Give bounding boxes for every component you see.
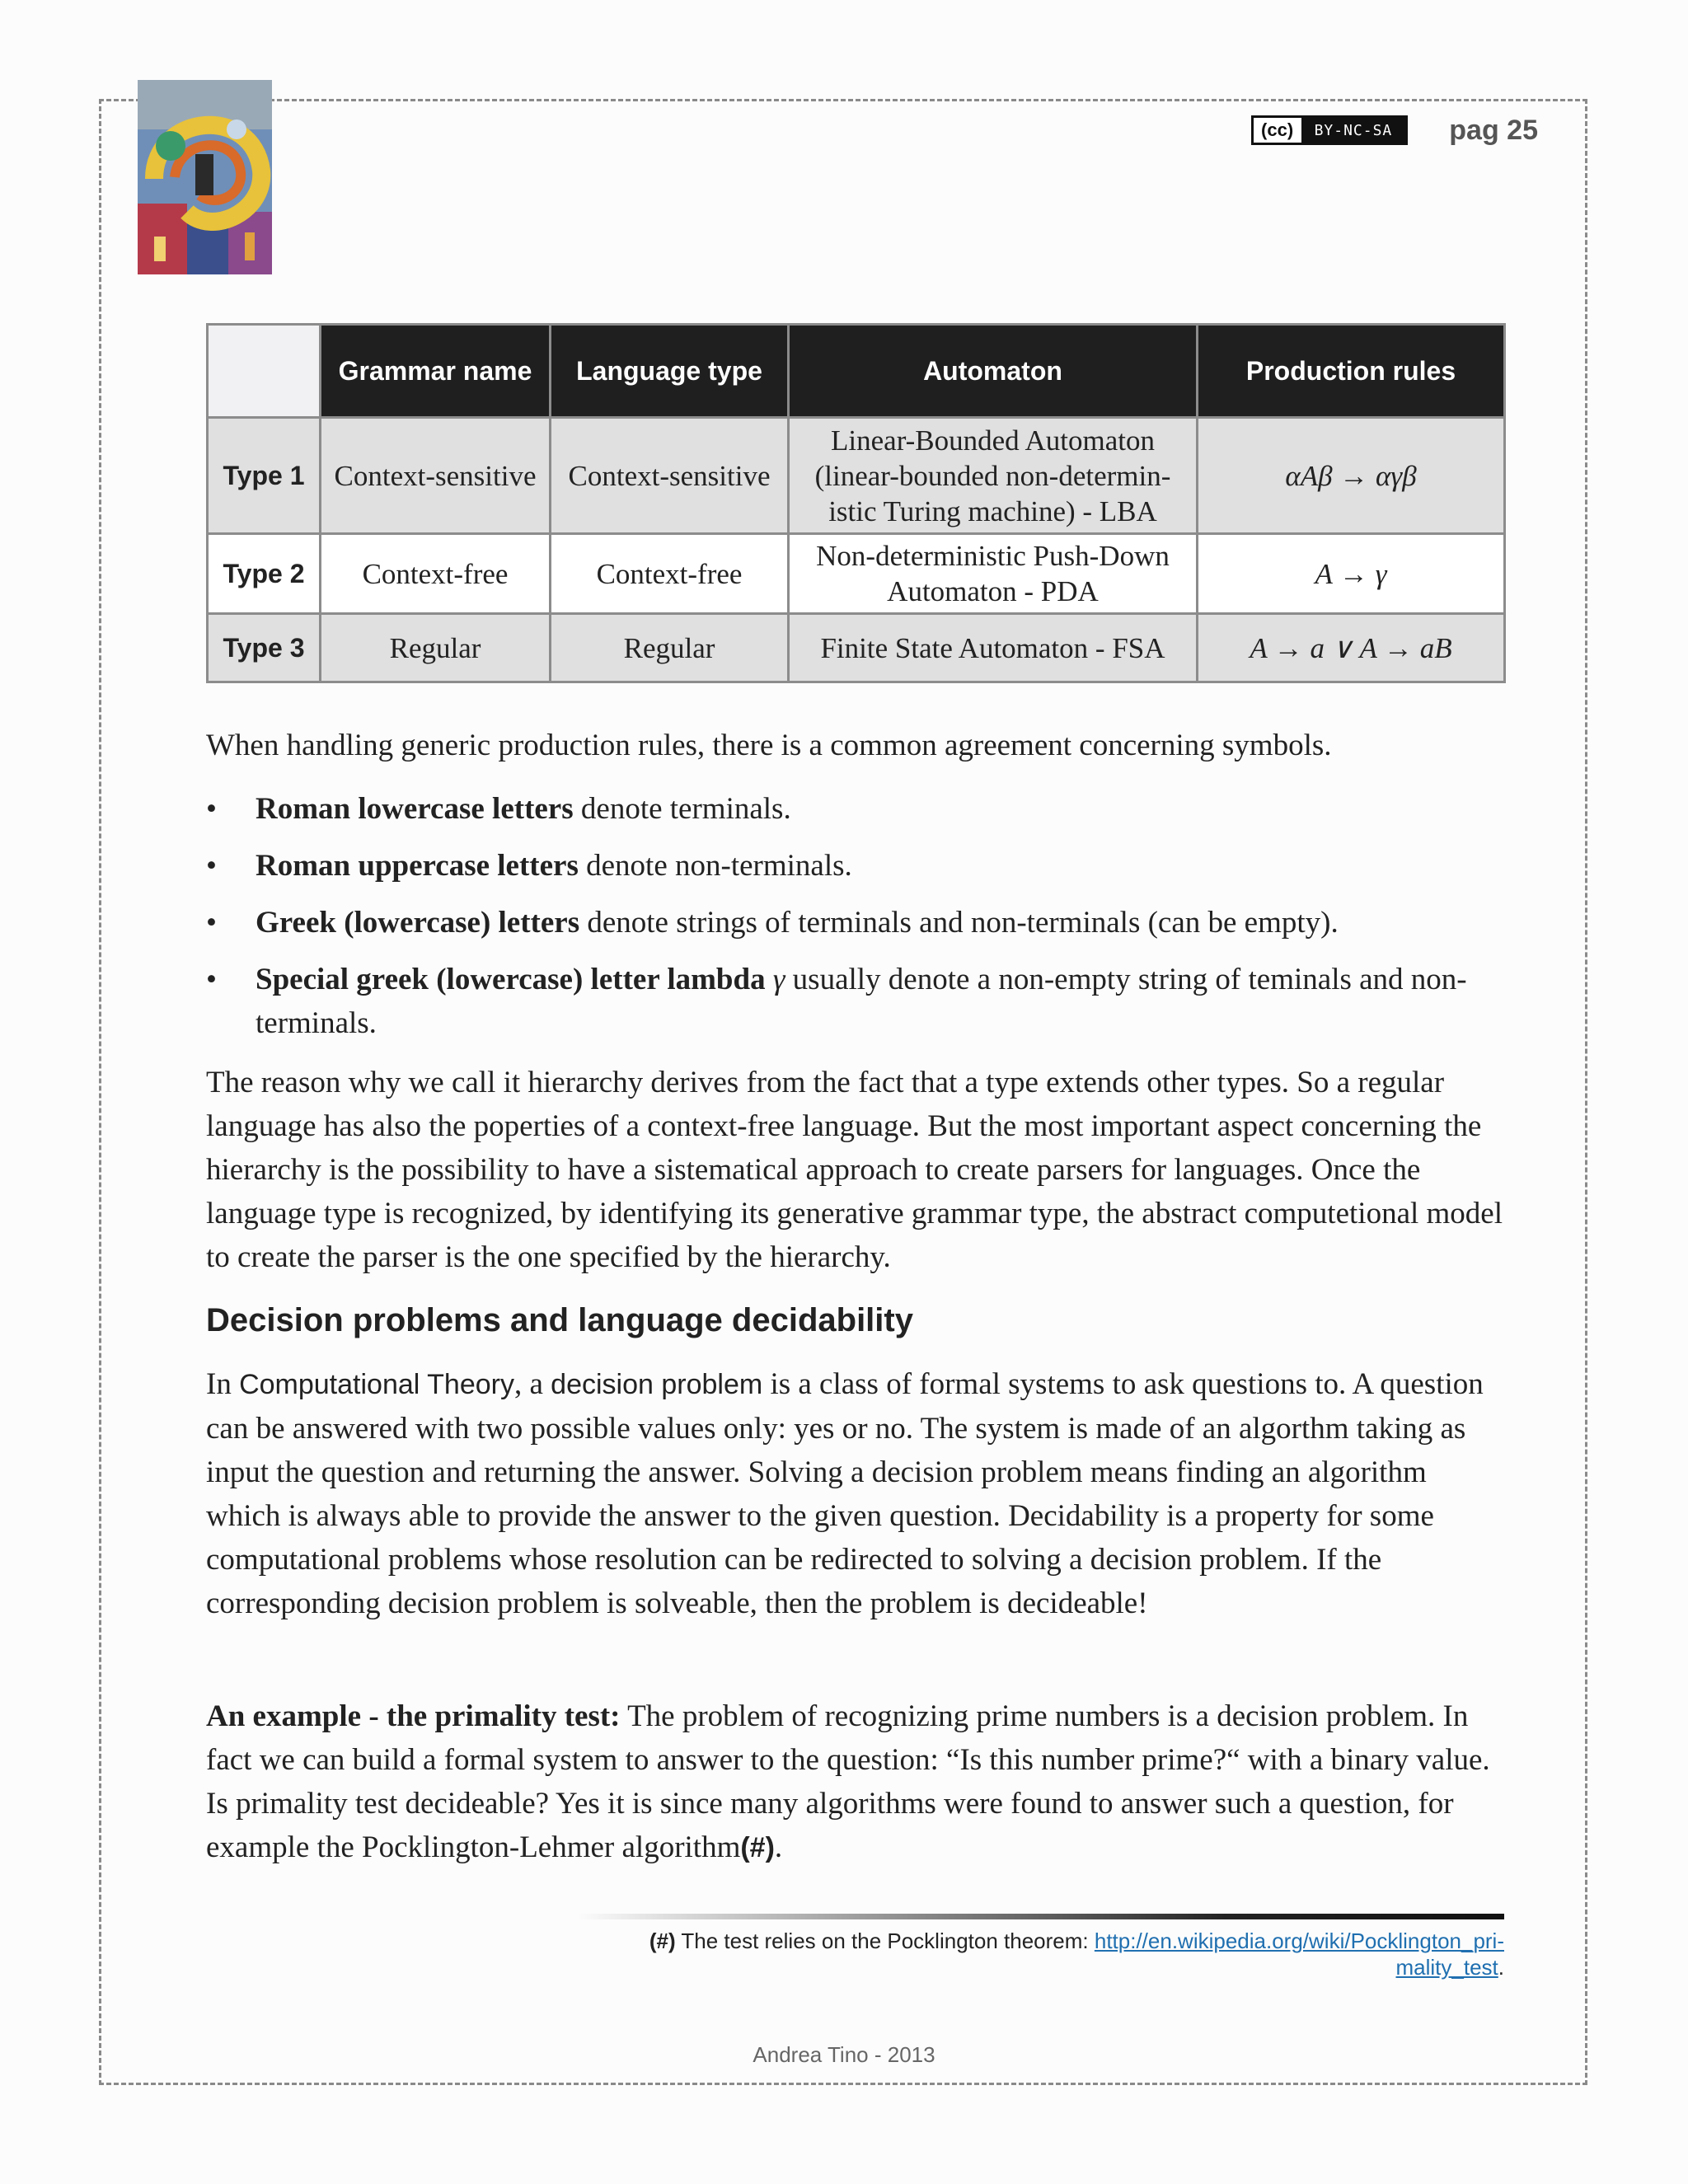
footnote-link-continued[interactable]: mality_test: [1395, 1955, 1498, 1980]
footnote-text: The test relies on the Pocklington theorem:: [675, 1929, 1095, 1953]
production-rule-cell: A → a ∨ A → aB: [1198, 614, 1505, 682]
bullet-icon: •: [206, 849, 217, 883]
column-header: Language type: [551, 325, 789, 418]
bullet-icon: •: [206, 963, 217, 996]
primality-example-paragraph: [206, 1694, 1508, 1870]
page-footer-author: Andrea Tino - 2013: [753, 2042, 935, 2067]
footnote: [569, 1928, 1504, 1980]
text-run: is a class of formal systems to ask questions to. A question can be answered with two possible values only: yes or no. The system is made of an algorthm taking as input the question and returning the answer. Solving a decision problem means finding an algorithm which is always able to provide the answer to the given question. Decidability is a property for some computational problems whose resolution can be redirected to solving a decision problem. If the corresponding decision problem is solveable, then the problem is decideable!: [206, 1367, 1484, 1620]
footnote-mark: (#): [649, 1929, 676, 1953]
automaton-line: Non-deterministic Push-Down: [816, 540, 1170, 572]
gamma-symbol: γ: [772, 963, 785, 996]
list-item-text: denote strings of terminals and non-terminals (can be empty).: [579, 906, 1339, 940]
example-label: An example - the primality test:: [206, 1699, 621, 1733]
list-item-text: usually denote a non-empty string of teminals and non-terminals.: [256, 963, 1467, 1040]
list-item-bold: Roman uppercase letters: [256, 849, 579, 883]
automaton-cell: [789, 534, 1198, 614]
creative-commons-license-badge[interactable]: [1251, 115, 1409, 145]
automaton-line: istic Turing machine) - LBA: [828, 494, 1157, 527]
footnote-end: .: [1498, 1955, 1504, 1980]
automaton-line: Linear-Bounded Automaton: [831, 424, 1155, 457]
production-rule-cell: αAβ → αγβ: [1198, 418, 1505, 534]
table-row: [208, 418, 1505, 534]
list-item-bold: Greek (lowercase) letters: [256, 906, 580, 940]
page-number: pag 25: [1449, 114, 1538, 146]
text-run: The problem of recognizing prime numbers is a decision problem. In fact we can build a formal system to answer to the question: “Is this number prime?“ with a binary value. Is primality test decideable? Yes it is since many algorithms were found to answer such a question, for example the Pocklington-Lehmer algorithm: [206, 1699, 1490, 1864]
bullet-icon: •: [206, 792, 217, 826]
bullet-icon: •: [206, 906, 217, 940]
list-item-bold: Special greek (lowercase) letter lambda: [256, 963, 766, 996]
section-heading: Decision problems and language decidability: [206, 1302, 913, 1338]
row-header: Type 3: [208, 614, 321, 682]
automaton-cell: [789, 614, 1198, 682]
grammar-name-cell: Context-sensitive: [321, 418, 551, 534]
grammar-name-cell: Context-free: [321, 534, 551, 614]
table-header-row: [208, 325, 1505, 418]
list-item-bold: Roman lowercase letters: [256, 792, 574, 826]
chomsky-hierarchy-table: [206, 323, 1506, 683]
license-text: BY-NC-SA: [1301, 118, 1406, 143]
intro-paragraph: When handling generic production rules, there is a common agreement concerning symbols.: [206, 729, 1332, 762]
column-header: Grammar name: [321, 325, 551, 418]
text-run: , a: [513, 1367, 551, 1401]
language-type-cell: Context-free: [551, 534, 789, 614]
page-header: [1251, 112, 1538, 148]
footnote-reference[interactable]: (#): [740, 1832, 775, 1863]
list-item-text: denote terminals.: [573, 792, 791, 826]
list-item-text: denote non-terminals.: [578, 849, 852, 883]
text-run: .: [774, 1830, 783, 1864]
text-run: In: [206, 1367, 240, 1401]
hierarchy-paragraph: The reason why we call it hierarchy derives from the fact that a type extends other types. So a regular language has also the poperties of a context-free language. But the most important aspect concerning the hierarchy is the possibility to have a sistematical approach to create parsers for languages. Once the language type is recognized, by identifying its generative grammar type, the abstract computetional model to create the parser is the one specified by the hierarchy.: [206, 1066, 1503, 1274]
list-item: [206, 787, 1508, 831]
grammar-name-cell: Regular: [321, 614, 551, 682]
term-computational-theory: Computational Theory: [239, 1369, 514, 1400]
language-type-cell: Regular: [551, 614, 789, 682]
automaton-line: Automaton - PDA: [887, 575, 1099, 607]
row-header: Type 1: [208, 418, 321, 534]
list-item: [206, 844, 1508, 888]
footnote-link[interactable]: http://en.wikipedia.org/wiki/Pocklington_pri-: [1094, 1929, 1504, 1953]
table-row: [208, 534, 1505, 614]
term-decision-problem: decision problem: [551, 1369, 763, 1400]
table-row: [208, 614, 1505, 682]
row-header: Type 2: [208, 534, 321, 614]
automaton-line: Finite State Automaton - FSA: [820, 631, 1165, 664]
automaton-cell: [789, 418, 1198, 534]
list-item: [206, 958, 1508, 1045]
symbol-conventions-list: [206, 787, 1508, 1058]
language-type-cell: Context-sensitive: [551, 418, 789, 534]
production-rule-cell: A → γ: [1198, 534, 1505, 614]
decision-problem-paragraph: [206, 1362, 1508, 1625]
column-header: Automaton: [789, 325, 1198, 418]
cover-artwork-image: [138, 80, 272, 274]
column-header: Production rules: [1198, 325, 1505, 418]
cc-logo-icon: (cc): [1261, 120, 1294, 140]
list-item: [206, 901, 1508, 944]
table-corner-cell: [208, 325, 321, 418]
footnote-divider: [577, 1914, 1504, 1919]
automaton-line: (linear-bounded non-determin-: [814, 459, 1171, 492]
